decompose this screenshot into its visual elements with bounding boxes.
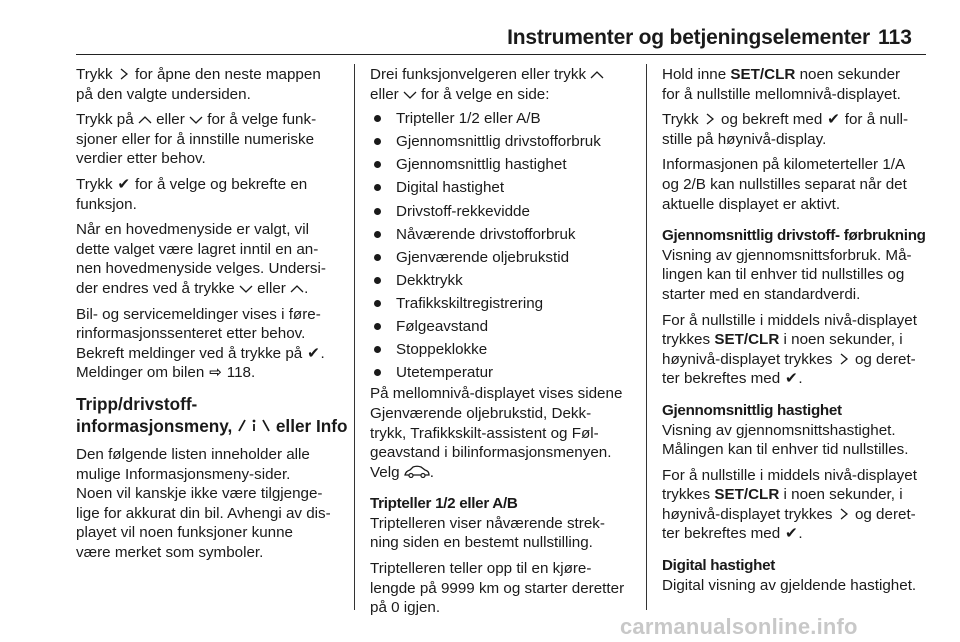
paragraph-reset-avg-consumption: For å nullstille i middels nivå-displayet trykkes SET/CLR i noen sekunder, i høynivå-displayet trykkes og deret- ter bekreftes med ✔. [662,311,917,388]
list-item: Utetemperatur [370,361,634,384]
check-icon: ✔ [307,344,320,362]
heading-avg-consumption: Gjennomsnittlig drivstoff- førbrukning [662,227,926,245]
heading-digital-speed: Digital hastighet [662,557,776,575]
list-item: Følgeavstand [370,315,634,338]
column-divider-2 [646,64,647,610]
paragraph-avg-consumption: Visning av gjennomsnittsforbruk. Må- lingen kan til enhver tid nullstilles og starter med en standardverdi. [662,246,912,303]
watermark: carmanualsonline.info [620,614,858,639]
list-item: Gjennomsnittlig hastighet [370,153,634,176]
info-pages-list [370,107,634,384]
column-3 [662,65,928,601]
check-icon: ✔ [117,175,131,193]
trip-info-icon [237,415,271,437]
paragraph-trip-odometer: Triptelleren viser nåværende strek- ning siden en bestemt nullstilling. [370,514,605,552]
paragraph-reset-mid: Hold inne SET/CLR noen sekunder for å nullstille mellomnivå-displayet. [662,66,901,103]
section-heading-trip-menu: Tripp/drivstoff- informasjonsmeny, eller Info [76,393,348,436]
paragraph-digital-speed: Digital visning av gjeldende hastighet. [662,576,917,594]
list-item: Trafikkskiltregistrering [370,292,634,315]
check-icon: ✔ [785,370,798,388]
chevron-right-icon [837,350,851,370]
chevron-right-icon [117,65,131,85]
paragraph-confirm: Trykk ✔ for å velge og bekrefte en funksjon. [76,175,308,213]
check-icon: ✔ [785,525,798,543]
paragraph-info-pages: Den følgende listen inneholder alle mulige Informasjonsmeny-sider. Noen vil kanskje ikke være tilgjenge- lige for akkurat din bil. Avhengi av dis- playet vil noen funksjoner kunne være merket som symboler. [76,445,331,561]
paragraph-avg-speed: Visning av gjennomsnittshastighet. Målingen kan til enhver tid nullstilles. [662,421,909,459]
list-item: Stoppeklokke [370,338,634,361]
list-item: Digital hastighet [370,176,634,199]
paragraph-open-folder: Trykk for åpne den neste mappen på den valgte undersiden. [76,66,321,103]
paragraph-select-function: Trykk på eller for å velge funk- sjoner eller for å innstille numeriske verdier etter behov. [76,111,317,168]
chevron-up-icon [290,279,304,299]
paragraph-odometer-info: Informasjonen på kilometerteller 1/A og 2/B kan nullstilles separat når det aktuelle displayet er aktivt. [662,156,907,213]
heading-avg-speed: Gjennomsnittlig hastighet [662,401,842,419]
header-rule [76,54,926,55]
paragraph-function-selector: Drei funksjonvelgeren eller trykk eller for å velge en side: [370,65,634,104]
list-item: Drivstoff-rekkevidde [370,200,634,223]
chevron-right-icon [837,505,851,525]
list-item: Gjennomsnittlig drivstofforbruk [370,130,634,153]
check-icon: ✔ [827,111,840,129]
page-title: Instrumenter og betjeningselementer [507,26,870,49]
paragraph-trip-limit: Triptelleren teller opp til en kjøre- lengde på 9999 km og starter deretter på 0 igjen. [370,560,625,617]
column-1 [76,65,348,568]
chevron-right-icon [703,110,717,130]
page-number: 113 [878,26,912,49]
paragraph-main-menu: Når en hovedmenyside er valgt, vil dette valget være lagret inntil en an- nen hovedmenyside velges. Undersi- der endres ved å trykke eller . [76,221,326,297]
list-item: Dekktrykk [370,269,634,292]
paragraph-messages: Bil- og servicemeldinger vises i føre- rinformasjonssenteret etter behov. Bekreft meldinger ved å trykke på ✔. Meldinger om bilen ⇨ 118. [76,305,325,382]
heading-trip-odometer: Tripteller 1/2 eller A/B [370,495,518,513]
chevron-down-icon [189,110,203,130]
list-item: Nåværende drivstofforbruk [370,223,634,246]
column-divider-1 [354,64,355,610]
paragraph-reset-avg-speed: For å nullstille i middels nivå-displayet trykkes SET/CLR i noen sekunder, i høynivå-displayet trykkes og deret- ter bekreftes med ✔. [662,466,917,543]
paragraph-reset-high: Trykk og bekreft med ✔ for å null- stille på høynivå-display. [662,111,909,148]
list-item: Gjenværende oljebrukstid [370,246,634,269]
column-2 [370,65,634,624]
chevron-down-icon [239,279,253,299]
list-item: Tripteller 1/2 eller A/B [370,107,634,130]
chevron-up-icon [138,110,152,130]
page-reference-arrow-icon: ⇨ [209,364,222,382]
car-icon [404,463,430,483]
chevron-up-icon [590,65,604,85]
paragraph-mid-level-display: På mellomnivå-displayet vises sidene Gjenværende oljebrukstid, Dekk- trykk, Trafikkskilt-assistent og Føl- geavstand i bilinformasjonsmenyen. Velg . [370,385,623,481]
chevron-down-icon [403,85,417,105]
